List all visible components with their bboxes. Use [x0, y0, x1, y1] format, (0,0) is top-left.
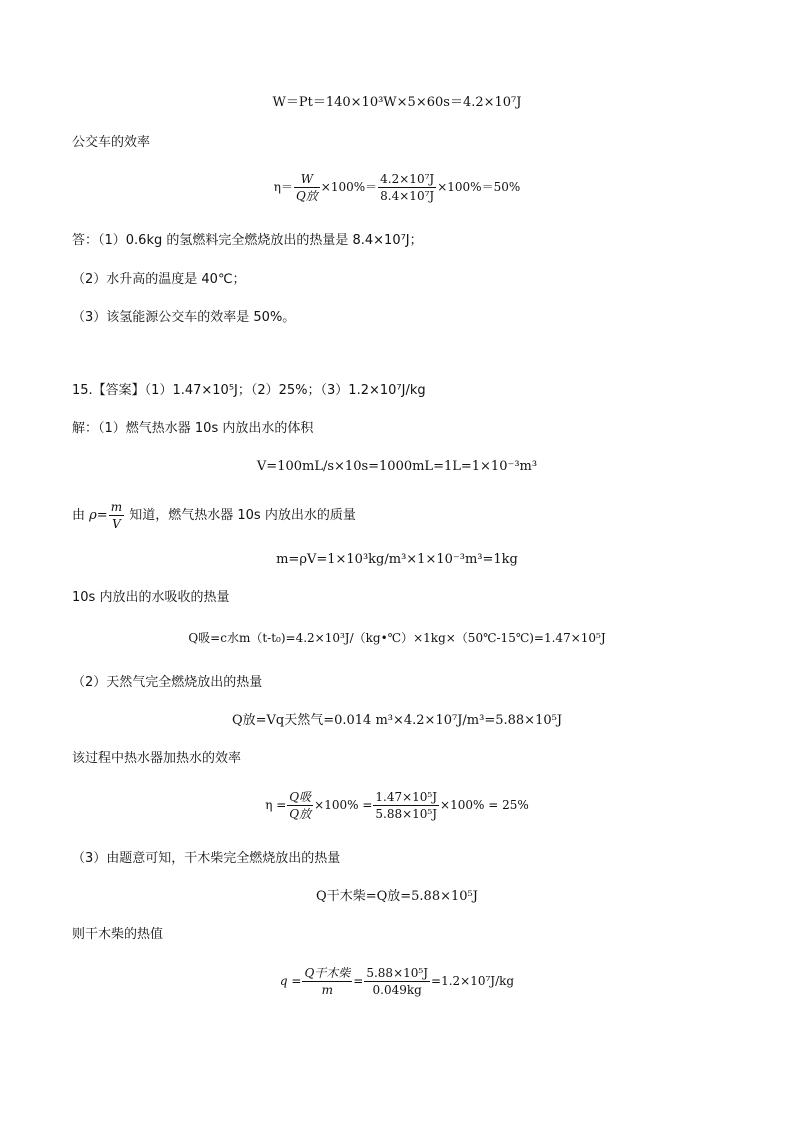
eq9-fraction-1 [302, 966, 352, 997]
eq2-f2-den: 8.4×10⁷J [380, 189, 435, 203]
eq7-f1-den: Q放 [289, 807, 312, 821]
solution-part-2: （2）天然气完全燃烧放出的热量 [72, 675, 263, 690]
heat-value-label: 则干木柴的热值 [72, 927, 164, 942]
eq7-fraction-1 [287, 790, 313, 821]
density-num: m [110, 500, 123, 514]
eq2-fraction-1 [294, 172, 320, 203]
eq7-lhs: η = [265, 798, 287, 812]
eq9-mid: = [353, 974, 364, 988]
density-den: V [112, 517, 121, 531]
answer-line-2: （2）水升高的温度是 40℃； [72, 272, 246, 287]
eq2-mid: ×100%＝ [320, 180, 378, 194]
solution-part-1: 解：（1）燃气热水器 10s 内放出水的体积 [72, 421, 314, 436]
equation-heat-value [0, 966, 794, 997]
bus-efficiency-label: 公交车的效率 [72, 135, 151, 150]
eq2-fraction-2 [378, 172, 436, 203]
absorbed-heat-label: 10s 内放出的水吸收的热量 [72, 590, 230, 605]
density-pre: 由 [72, 508, 86, 523]
equation-work [0, 95, 794, 111]
equation-released-heat: Q放=Vq天然气=0.014 m³×4.2×10⁷J/m³=5.88×10⁵J [231, 713, 563, 728]
equation-firewood-heat: Q干木柴=Q放=5.88×10⁵J [316, 889, 478, 904]
eq9-f2-den: 0.049kg [372, 983, 422, 997]
equation-bus-efficiency [0, 172, 794, 203]
eq2-f1-num: W [294, 172, 320, 188]
solution-part-3: （3）由题意可知，干木柴完全燃烧放出的热量 [72, 851, 341, 866]
eq7-mid: ×100% = [314, 798, 373, 812]
eq2-f1-den: Q放 [295, 189, 318, 203]
question-15-answer: 15.【答案】（1）1.47×10⁵J；（2）25%；（3）1.2×10⁷J/kg [72, 383, 426, 398]
answer-line-1: 答：（1）0.6kg 的氢燃料完全燃烧放出的热量是 8.4×10⁷J； [72, 233, 423, 248]
eq7-end: ×100% = 25% [440, 798, 529, 812]
density-line [72, 500, 356, 531]
eq9-f2-num: 5.88×10⁵J [366, 966, 429, 980]
eq2-lhs: η＝ [273, 180, 293, 194]
heater-efficiency-label: 该过程中热水器加热水的效率 [72, 751, 242, 766]
eq7-f2-den: 5.88×10⁵J [375, 807, 438, 821]
density-fraction [109, 500, 124, 531]
eq9-f1-num: Q干木柴 [304, 966, 351, 980]
eq9-fraction-2 [364, 966, 430, 997]
eq9-end: =1.2×10⁷J/kg [431, 974, 515, 988]
answer-line-3: （3）该氢能源公交车的效率是 50%。 [72, 310, 296, 325]
equation-absorbed-heat: Q吸=c水m（t-t₀)=4.2×10³J/（kg•℃）×1kg×（50℃-15℃)=1.47×10⁵J [188, 631, 606, 645]
eq9-lhs: q = [279, 974, 302, 988]
eq9-f1-den: m [321, 983, 334, 997]
density-lhs: ρ= [89, 508, 108, 523]
density-post: 知道，燃气热水器 10s 内放出水的质量 [129, 508, 356, 523]
eq7-f1-num: Q吸 [289, 790, 312, 804]
equation-heater-efficiency [0, 790, 794, 821]
eq7-f2-num: 1.47×10⁵J [375, 790, 438, 804]
equation-mass: m=ρV=1×10³kg/m³×1×10⁻³m³=1kg [276, 552, 518, 567]
eq2-f2-num: 4.2×10⁷J [380, 172, 435, 186]
equation-volume: V=100mL/s×10s=1000mL=1L=1×10⁻³m³ [256, 459, 538, 474]
eq7-fraction-2 [373, 790, 439, 821]
eq2-end: ×100%＝50% [437, 180, 521, 194]
equation-work-text: W＝Pt＝140×10³W×5×60s＝4.2×10⁷J [272, 95, 522, 110]
